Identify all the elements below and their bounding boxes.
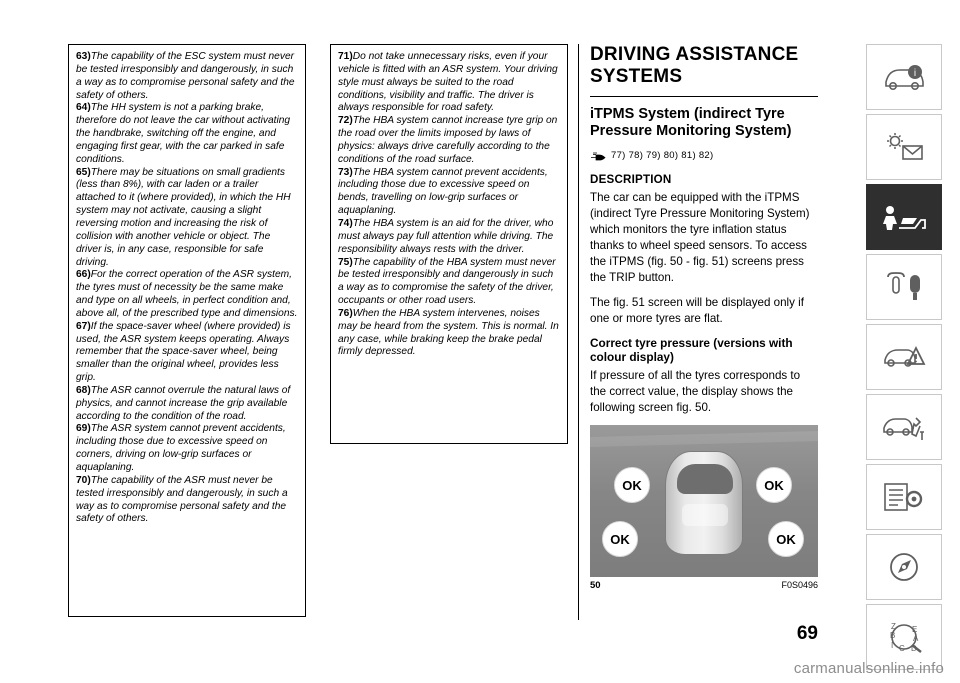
warning-item bbox=[338, 51, 560, 115]
warning-item bbox=[76, 102, 298, 166]
sidebar-item-specifications[interactable] bbox=[866, 464, 942, 530]
pointing-hand-icon bbox=[590, 150, 606, 162]
watermark-text: carmanualsonline.info bbox=[793, 660, 944, 677]
warning-item bbox=[338, 257, 560, 308]
correct-pressure-heading: Correct tyre pressure (versions with colour display) bbox=[590, 335, 793, 365]
svg-text:A: A bbox=[913, 634, 919, 643]
sidebar-item-dashboard-info[interactable] bbox=[866, 44, 942, 110]
warning-item bbox=[76, 167, 298, 270]
svg-text:B: B bbox=[890, 631, 896, 640]
warning-box-one bbox=[68, 44, 306, 617]
sidebar-item-warning-lights[interactable] bbox=[866, 114, 942, 180]
warning-item bbox=[76, 269, 298, 320]
warning-references bbox=[590, 150, 818, 162]
tyre-status-front-left: OK bbox=[614, 467, 650, 503]
column-three bbox=[590, 44, 818, 591]
warning-number: 67) bbox=[76, 320, 91, 332]
warning-item bbox=[76, 321, 298, 385]
column-divider bbox=[578, 44, 579, 620]
warning-text: When the HBA system intervenes, noises may be heard from the system. This is normal. In any case, while braking keep the brake pedal firmly depressed. bbox=[338, 307, 559, 358]
warning-text: If the space-saver wheel (where provided) is used, the ASR system keeps operating. Always remember that the space-saver wheel, being smaller than the original wheel, provides less grip. bbox=[76, 320, 291, 384]
warning-number: 66) bbox=[76, 269, 91, 281]
section-title: iTPMS System (indirect Tyre Pressure Monitoring System) bbox=[590, 106, 792, 140]
warning-text: The HBA system cannot increase tyre grip on the road over the limits imposed by laws of physics: always drive carefully according to the conditions of the road surface. bbox=[338, 115, 558, 165]
warning-text: The HBA system cannot prevent accidents, including those due to excessive speed on bends, travelling on low-grip surfaces or aquaplaning. bbox=[338, 166, 548, 217]
svg-text:I: I bbox=[891, 641, 894, 650]
svg-text:D: D bbox=[911, 644, 917, 653]
car-illustration bbox=[665, 451, 743, 555]
chapter-tab-rail bbox=[866, 44, 942, 674]
tyre-status-rear-right: OK bbox=[768, 521, 804, 557]
warning-number: 75) bbox=[338, 256, 353, 268]
warning-number: 70) bbox=[76, 474, 91, 486]
sidebar-item-emergency[interactable] bbox=[866, 324, 942, 390]
description-heading: DESCRIPTION bbox=[590, 172, 672, 186]
warning-item bbox=[338, 167, 560, 218]
warning-text: The ASR system cannot prevent accidents, including those due to excessive speed on corners, driving on low-grip surfaces or aquaplaning. bbox=[76, 423, 286, 473]
sidebar-item-driving-assistance[interactable] bbox=[866, 184, 942, 250]
svg-text:i: i bbox=[913, 68, 917, 79]
warning-number: 71) bbox=[338, 51, 353, 62]
svg-text:Z: Z bbox=[891, 622, 896, 631]
warning-text: Do not take unnecessary risks, even if your vehicle is fitted with an ASR system. Your driving style must always be suited to the road conditions, visibility and traffic. The driver is always responsible for road safety. bbox=[338, 51, 558, 114]
title-rule bbox=[590, 96, 818, 97]
warning-number: 63) bbox=[76, 51, 91, 62]
warning-item bbox=[76, 385, 298, 424]
reference-numbers: 77) 78) 79) 80) 81) 82) bbox=[611, 150, 714, 162]
warning-item bbox=[338, 218, 560, 257]
warning-text: The capability of the ASR must never be tested irresponsibly and dangerously, in such a way as to compromise personal safety and the safety of others. bbox=[76, 474, 288, 525]
warning-number: 65) bbox=[76, 166, 91, 178]
warning-number: 68) bbox=[76, 384, 91, 396]
column-one bbox=[68, 44, 306, 617]
warning-number: 64) bbox=[76, 102, 91, 114]
warning-item bbox=[76, 51, 298, 102]
warning-item bbox=[76, 475, 298, 526]
warning-number: 74) bbox=[338, 217, 353, 229]
chapter-title: DRIVING ASSISTANCE SYSTEMS bbox=[590, 44, 799, 88]
correct-pressure-paragraph: If pressure of all the tyres corresponds to the correct value, the display shows the following screen fig. 50. bbox=[590, 369, 801, 415]
warning-text: The capability of the HBA system must never be tested irresponsibly and dangerously in such a way as to compromise the safety of the driver, occupants or other road users. bbox=[338, 256, 556, 307]
figure-caption bbox=[590, 580, 818, 591]
figure-wrapper bbox=[590, 425, 818, 591]
svg-text:E: E bbox=[912, 625, 918, 634]
warning-text: There may be situations on small gradients (less than 8%), with car laden or a trailer attached to it (where provided), in which the HH system may not activate, causing a slight reversing motion and increasing the risk of collision with another vehicle or object. The driver is, in any case, responsible for safe driving. bbox=[76, 166, 291, 268]
warning-item bbox=[338, 115, 560, 166]
warning-number: 72) bbox=[338, 115, 353, 127]
warning-number: 73) bbox=[338, 166, 353, 178]
warning-text: For the correct operation of the ASR system, the tyres must of necessity be the same make and type on all wheels, in perfect condition and, above all, of the prescribed type and dimensions. bbox=[76, 269, 298, 319]
watermark bbox=[794, 660, 944, 677]
warning-box-two bbox=[330, 44, 568, 444]
sidebar-item-multimedia[interactable] bbox=[866, 534, 942, 600]
tyre-pressure-figure bbox=[590, 425, 818, 577]
sidebar-item-starting-and-driving[interactable] bbox=[866, 254, 942, 320]
column-two bbox=[330, 44, 568, 444]
sidebar-item-maintenance[interactable] bbox=[866, 394, 942, 460]
warning-item bbox=[338, 308, 560, 359]
warning-text: The HH system is not a parking brake, therefore do not leave the car without activating the handbrake, switching off the engine, and engaging first gear, with the car parked in safe conditions. bbox=[76, 102, 291, 165]
warning-item bbox=[76, 423, 298, 474]
tyre-status-front-right: OK bbox=[756, 467, 792, 503]
svg-text:C: C bbox=[899, 644, 905, 653]
tyre-status-rear-left: OK bbox=[602, 521, 638, 557]
warning-text: The ASR cannot overrule the natural laws of physics, and cannot increase the grip available according to the condition of the road. bbox=[76, 384, 291, 422]
page-number: 69 bbox=[796, 623, 818, 644]
warning-text: The HBA system is an aid for the driver, who must always pay full attention while driving. The responsibility always rests with the driver. bbox=[338, 217, 554, 255]
warning-text: The capability of the ESC system must never be tested irresponsibly and dangerously, in such a way as to compromise personal safety and the safety of others. bbox=[76, 51, 295, 101]
figure-code: F0S0496 bbox=[781, 580, 818, 591]
warning-number: 69) bbox=[76, 423, 91, 435]
description-paragraph: The car can be equipped with the iTPMS (indirect Tyre Pressure Monitoring System) which monitors the tyre inflation status thanks to wheel speed sensors. To access the iTPMS (fig. 50 - fig. 51) screens press the TRIP button. bbox=[590, 190, 810, 284]
figure-number: 50 bbox=[590, 580, 601, 592]
description-paragraph-two: The fig. 51 screen will be displayed only if one or more tyres are flat. bbox=[590, 295, 804, 325]
warning-number: 76) bbox=[338, 307, 353, 319]
